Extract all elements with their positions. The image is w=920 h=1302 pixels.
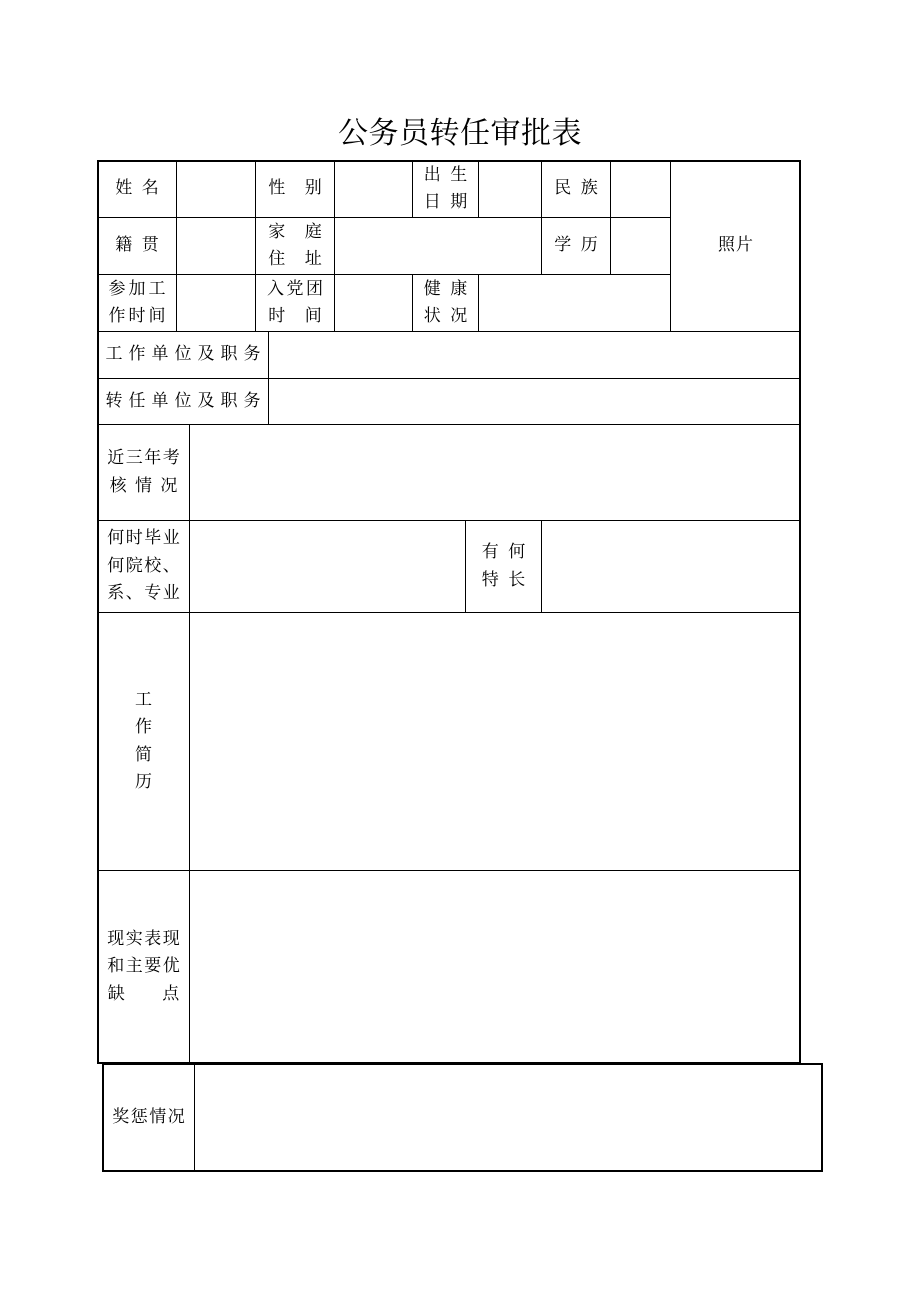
performance-label-line-1: 现实表现	[107, 928, 182, 949]
graduation-value-cell	[189, 520, 466, 613]
health-label-line-1: 健 康	[423, 278, 470, 299]
work-start-value-cell	[176, 274, 256, 332]
work-resume-label-cell	[97, 612, 190, 871]
work-resume-label-char-3: 简	[135, 744, 152, 765]
home-address-value-cell	[334, 217, 542, 275]
education-value-cell	[610, 217, 671, 275]
native-place-label-cell	[97, 217, 177, 275]
performance-label-line-3: 缺 点	[107, 983, 196, 1004]
assessment-label-cell	[97, 424, 190, 521]
photo-box	[670, 160, 801, 332]
specialty-label-line-2: 特 长	[481, 569, 528, 590]
ethnicity-value-cell	[610, 160, 671, 218]
education-label: 学 历	[554, 235, 600, 256]
assessment-label-line-2: 核 情 况	[109, 475, 179, 496]
party-join-label-line-2: 时 间	[268, 306, 329, 326]
work-resume-label-char-2: 作	[135, 717, 152, 737]
work-start-label-line-1: 参加工	[108, 278, 169, 299]
gender-label-cell	[255, 160, 335, 218]
assessment-label-line-1: 近三年考	[107, 448, 182, 468]
health-label-line-2: 状 况	[423, 306, 470, 326]
current-unit-value-cell	[268, 331, 801, 379]
performance-label-line-2: 和主要优	[107, 956, 182, 977]
birth-date-label-line-2: 日 期	[423, 192, 470, 212]
specialty-label-line-1: 有 何	[481, 542, 528, 562]
native-place-value-cell	[176, 217, 256, 275]
name-value-cell	[176, 160, 256, 218]
party-join-value-cell	[334, 274, 413, 332]
transfer-unit-label-cell	[97, 378, 269, 425]
performance-label-cell	[97, 870, 196, 1064]
home-address-label-line-1: 家 庭	[268, 221, 329, 242]
native-place-label: 籍 贯	[115, 235, 161, 256]
name-label: 姓 名	[115, 178, 161, 199]
rewards-value-cell	[194, 1063, 823, 1172]
rewards-label-cell	[102, 1063, 195, 1172]
health-value-cell	[478, 274, 671, 332]
gender-label: 性 别	[268, 178, 329, 199]
graduation-label-line-2: 何院校、	[107, 555, 182, 576]
home-address-label-cell	[255, 217, 335, 275]
performance-value-cell	[189, 870, 801, 1064]
photo-label: 照片	[718, 235, 754, 256]
birth-date-label-line-1: 出 生	[423, 164, 470, 185]
party-join-label-line-1: 入党团	[267, 278, 326, 299]
form-title: 公务员转任审批表	[338, 116, 582, 151]
assessment-value-cell	[189, 424, 801, 521]
gender-value-cell	[334, 160, 413, 218]
work-start-label-line-2: 作时间	[108, 306, 169, 326]
work-resume-label-char-1: 工	[135, 689, 152, 710]
graduation-label-line-1: 何时毕业	[107, 528, 182, 549]
birth-date-label-cell	[412, 160, 479, 218]
health-label-cell	[412, 274, 479, 332]
transfer-unit-value-cell	[268, 378, 801, 425]
ethnicity-label: 民 族	[554, 178, 600, 199]
specialty-value-cell	[541, 520, 801, 613]
graduation-label-line-3: 系、专业	[107, 583, 182, 604]
education-label-cell	[541, 217, 611, 275]
current-unit-label: 工作单位及职务	[105, 344, 267, 365]
work-resume-value-cell	[189, 612, 801, 871]
transfer-unit-label: 转任单位及职务	[105, 390, 267, 411]
name-label-cell	[97, 160, 177, 218]
ethnicity-label-cell	[541, 160, 611, 218]
current-unit-label-cell	[97, 331, 269, 379]
rewards-label: 奖惩情况	[112, 1106, 187, 1127]
specialty-label-cell	[465, 520, 542, 613]
graduation-label-cell	[97, 520, 190, 613]
birth-date-value-cell	[478, 160, 542, 218]
home-address-label-line-2: 住 址	[268, 249, 329, 269]
work-resume-label-char-4: 历	[135, 772, 152, 792]
work-start-label-cell	[97, 274, 177, 332]
party-join-label-cell	[255, 274, 335, 332]
